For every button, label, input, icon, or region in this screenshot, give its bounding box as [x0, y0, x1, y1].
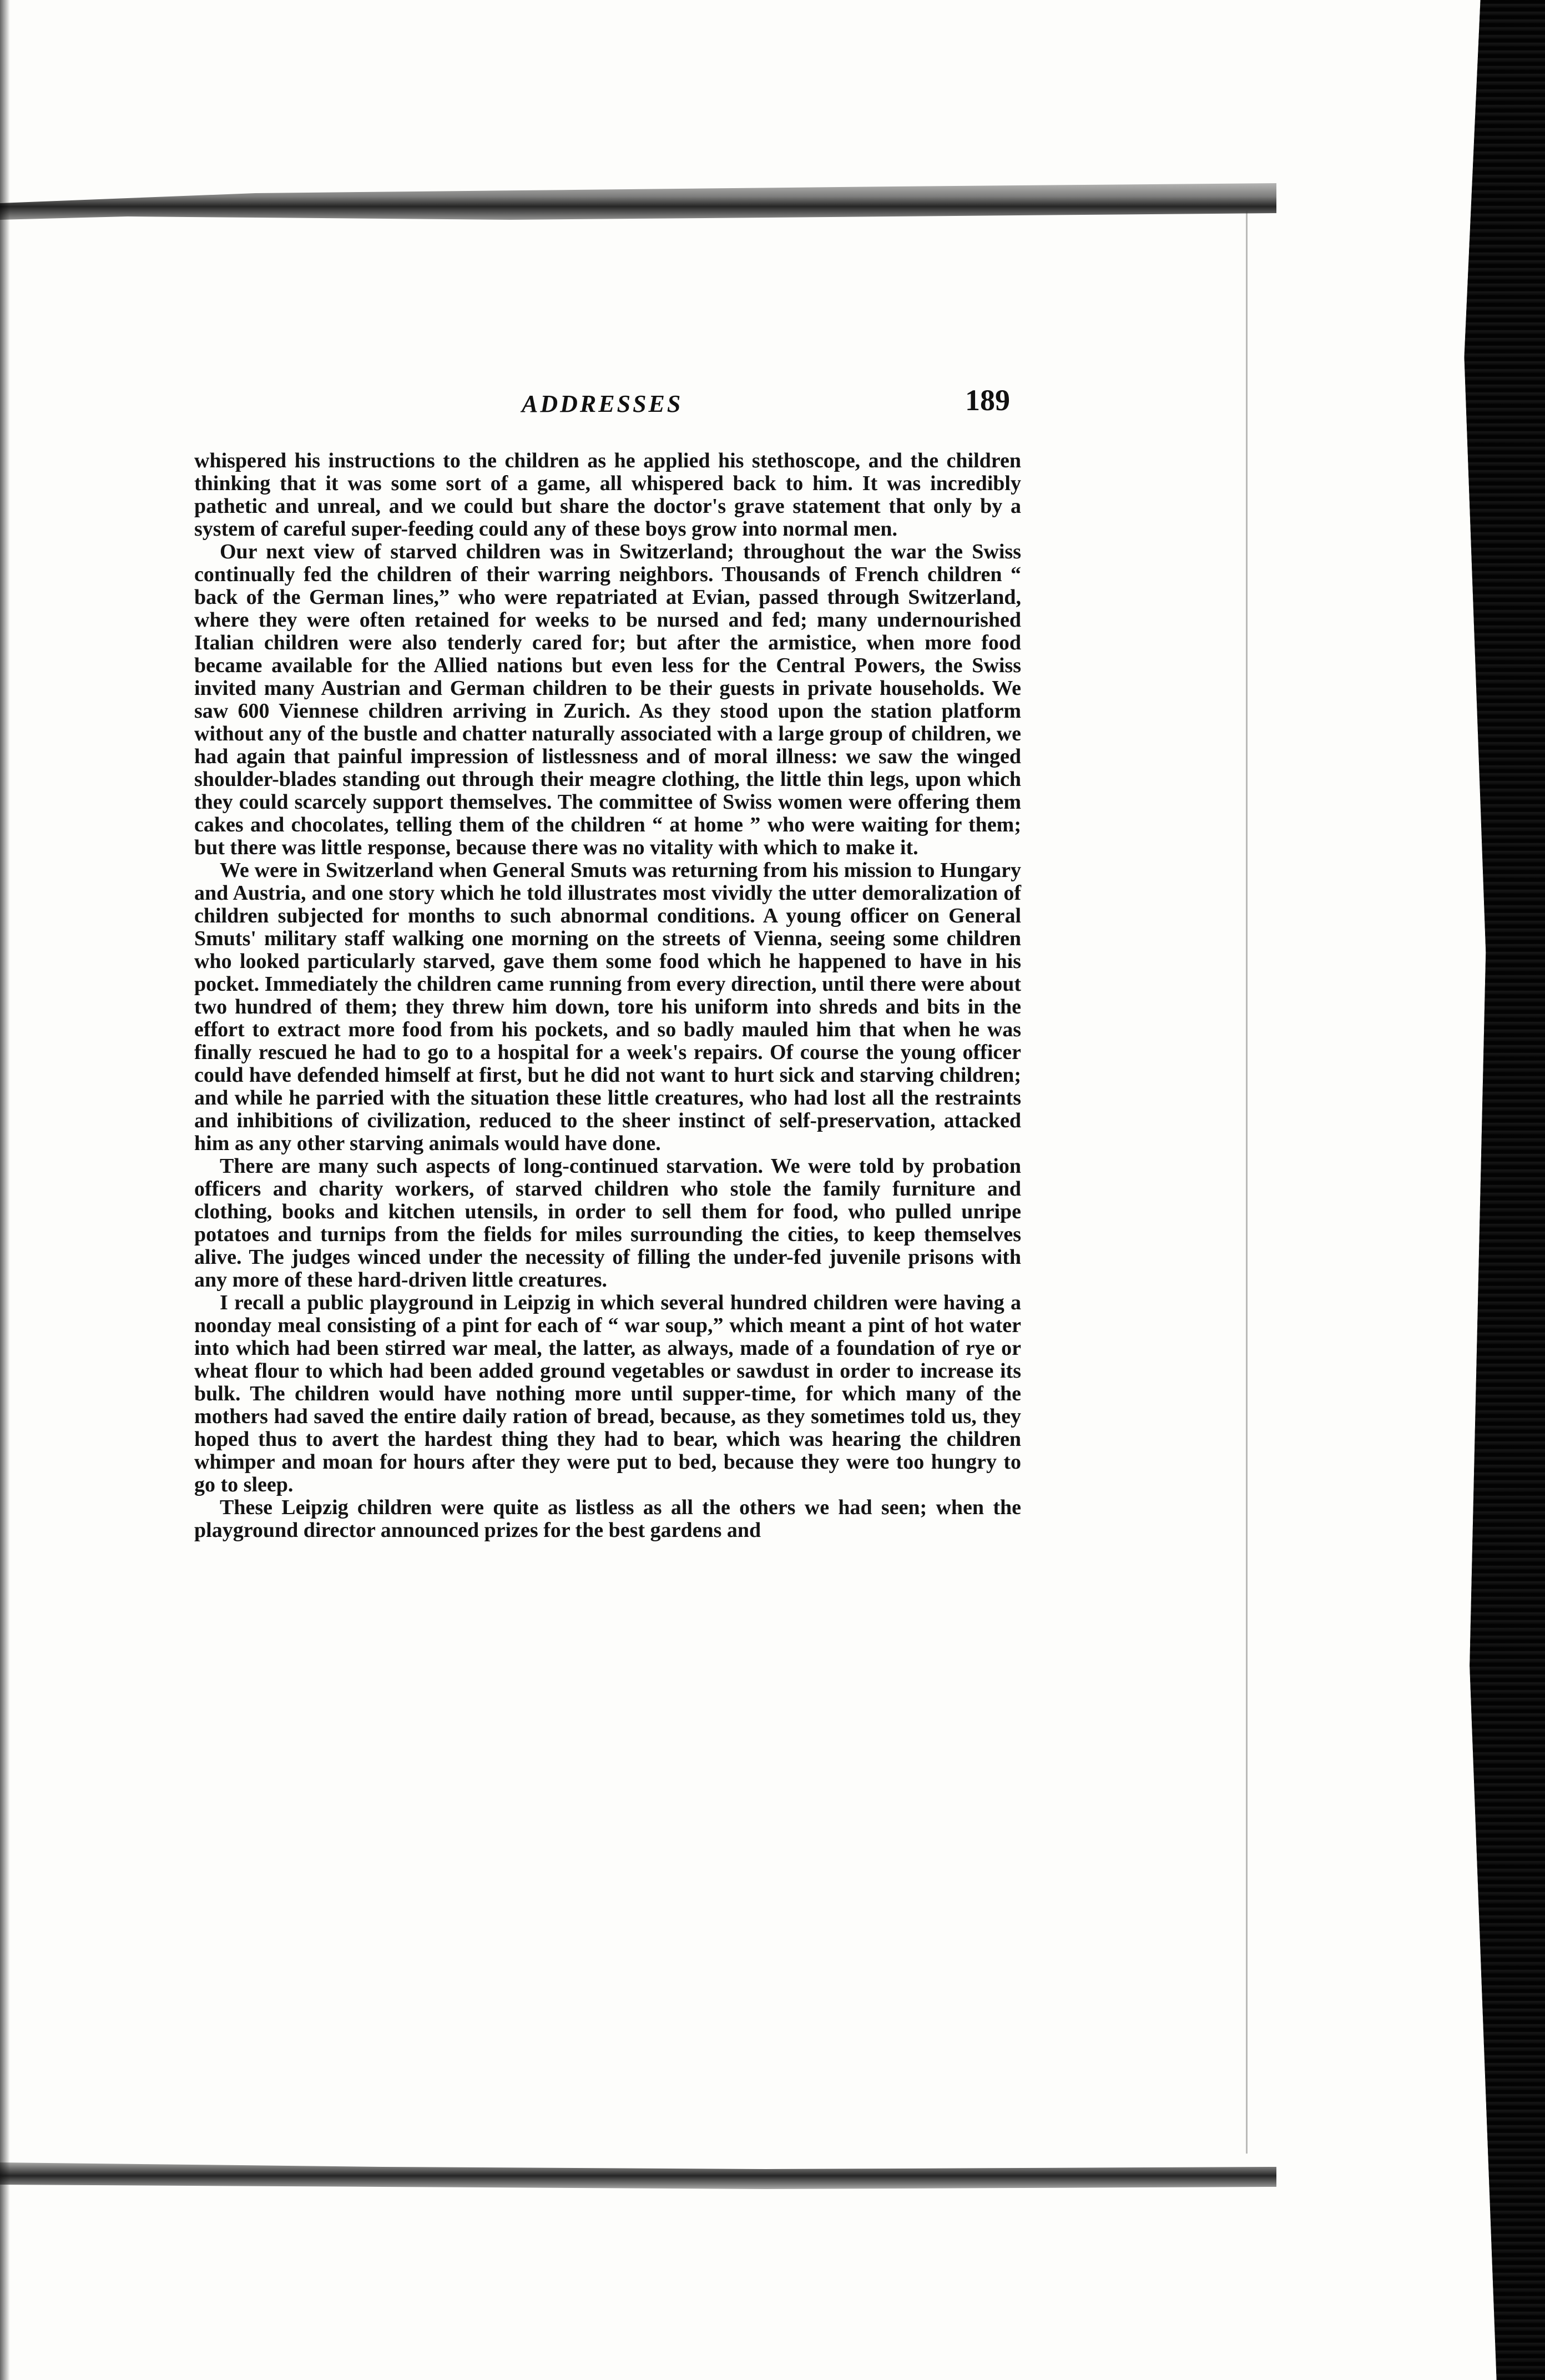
- paragraph: Our next view of starved children was in Switzerland; throughout the war the Swiss continually fed the children of their warring neighbors. Thousands of French children “ back of the German lines,” who were repatriated at Evian, passed through Switzerland, where they were often retained for weeks to be nursed and fed; many undernourished Italian children were also tenderly cared for; but after the armistice, when more food became available for the Allied nations but even less for the Central Powers, the Swiss invited many Austrian and German children to be their guests in private households. We saw 600 Viennese children arriving in Zurich. As they stood upon the station platform without any of the bustle and chatter naturally associated with a large group of children, we had again that painful impression of listlessness and of moral illness: we saw the winged shoulder-blades standing out through their meagre clothing, the little thin legs, upon which they could scarcely support themselves. The committee of Swiss women were offering them cakes and chocolates, telling them of the children “ at home ” who were waiting for them; but there was little response, because there was no vitality with which to make it.: [194, 540, 1021, 859]
- running-head: ADDRESSES: [522, 390, 683, 417]
- paragraph: whispered his instructions to the children as he applied his stethoscope, and the children thinking that it was some sort of a game, all whispered back to him. It was incredibly pathetic and unreal, and we could but share the doctor's grave statement that only by a system of careful super-feeding could any of these boys grow into normal men.: [194, 449, 1021, 541]
- paragraph: These Leipzig children were quite as listless as all the others we had seen; when the playground director announced prizes for the best gardens and: [194, 1496, 1021, 1542]
- scan-edge-right: [1437, 0, 1545, 2380]
- scan-edge-top: [0, 167, 1276, 233]
- paragraph: We were in Switzerland when General Smuts was returning from his mission to Hungary and Austria, and one story which he told illustrates most vividly the utter demoralization of children subjected for months to such abnormal conditions. A young officer on General Smuts' military staff walking one morning on the streets of Vienna, seeing some children who looked particularly starved, gave them some food which he happened to have in his pocket. Immediately the children came running from every direction, until there were about two hundred of them; they threw him down, tore his uniform into shreds and bits in the effort to extract more food from his pockets, and so badly mauled him that when he was finally rescued he had to go to a hospital for a week's repairs. Of course the young officer could have defended himself at first, but he did not want to hurt sick and starving children; and while he parried with the situation these little creatures, who had lost all the restraints and inhibitions of civilization, reduced to the sheer instinct of self-preservation, attacked him as any other starving animals would have done.: [194, 859, 1021, 1155]
- page-header: [189, 383, 1010, 427]
- scan-margin-line: [1246, 211, 1248, 2154]
- page-number: 189: [965, 384, 1010, 417]
- scan-edge-left: [0, 0, 10, 2380]
- paragraph: There are many such aspects of long-continued starvation. We were told by probation officers and charity workers, of starved children who stole the family furniture and clothing, books and kitchen utensils, in order to sell them for food, who pulled unripe potatoes and turnips from the fields for miles surrounding the cities, to keep themselves alive. The judges winced under the necessity of filling the under-fed juvenile prisons with any more of these hard-driven little creatures.: [194, 1154, 1021, 1292]
- body-text: [194, 450, 1021, 1542]
- scan-edge-bottom: [0, 2154, 1276, 2198]
- paragraph: I recall a public playground in Leipzig in which several hundred children were having a noonday meal consisting of a pint for each of “ war soup,” which meant a pint of hot water into which had been stirred war meal, the latter, as always, made of a foundation of rye or wheat flour to which had been added ground vegetables or sawdust in order to increase its bulk. The children would have nothing more until supper-time, for which many of the mothers had saved the entire daily ration of bread, because, as they sometimes told us, they hoped thus to avert the hardest thing they had to bear, which was hearing the children whimper and moan for hours after they were put to bed, because they were too hungry to go to sleep.: [194, 1291, 1021, 1496]
